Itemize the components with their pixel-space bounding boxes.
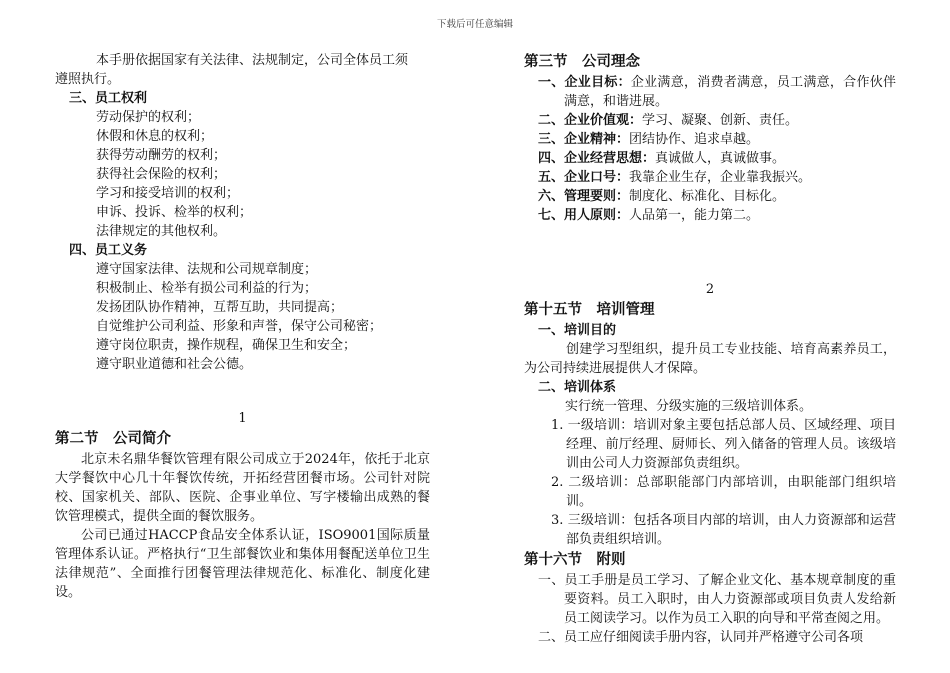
philosophy-item (524, 111, 896, 130)
philosophy-label: 六、管理要则： (538, 189, 630, 204)
training-level-number: 3. (551, 513, 564, 528)
right-column (524, 51, 896, 647)
left-column (55, 51, 430, 602)
training-goal-heading: 一、培训目的 (538, 323, 617, 338)
certification-paragraph: 公司已通过HACCP食品安全体系认证，ISO9001国际质量管理体系认证。严格执行“卫生部餐饮业和集体用餐配送单位卫生法律规范”、全面推行团餐管理法律规范化、标准化、制度化建设。 (55, 528, 430, 600)
philosophy-item (524, 73, 896, 111)
philosophy-text: 我靠企业生存，企业靠我振兴。 (629, 170, 812, 185)
appendix-item (524, 628, 896, 647)
training-level-number: 1. (551, 418, 564, 433)
section-title: 第三节 公司理念 (524, 53, 640, 70)
section-title: 第十五节 培训管理 (524, 301, 655, 318)
training-level-text: 三级培训：包括各项目内部的培训，由人力资源部和运营部负责组织培训。 (566, 513, 896, 547)
rights-heading: 三、员工权利 (69, 91, 148, 106)
rights-item: 申诉、投诉、检举的权利； (96, 205, 253, 220)
training-level-item (524, 416, 896, 473)
rights-item: 获得社会保险的权利； (96, 167, 227, 182)
duties-item: 遵守国家法律、法规和公司规章制度； (96, 262, 318, 277)
page-number: 2 (705, 282, 715, 297)
philosophy-label: 七、用人原则： (538, 208, 630, 223)
duties-item: 积极制止、检举有损公司利益的行为； (96, 281, 318, 296)
appendix-text: 员工手册是员工学习、了解企业文化、基本规章制度的重要资料。员工入职时，由人力资源部或项目负责人发给新员工阅读学习。以作为员工入职的向导和平常查阅之用。 (564, 573, 896, 626)
duties-heading: 四、员工义务 (69, 243, 148, 258)
page-number: 1 (238, 411, 247, 426)
rights-item: 法律规定的其他权利。 (96, 224, 227, 239)
training-system-heading: 二、培训体系 (538, 380, 617, 395)
philosophy-text: 企业满意，消费者满意，员工满意，合作伙伴满意，和谐进展。 (564, 75, 896, 109)
philosophy-item (524, 187, 896, 206)
intro-line-1: 本手册依据国家有关法律、法规制定，公司全体员工须 (96, 53, 409, 68)
appendix-item (524, 571, 896, 628)
philosophy-label: 三、企业精神： (538, 132, 630, 147)
philosophy-text: 人品第一，能力第二。 (629, 208, 760, 223)
training-level-number: 2. (551, 475, 564, 490)
philosophy-label: 一、企业目标： (538, 75, 631, 90)
philosophy-text: 真诚做人，真诚做事。 (655, 151, 786, 166)
philosophy-label: 二、企业价值观： (538, 113, 643, 128)
rights-item: 休假和休息的权利； (96, 129, 214, 144)
philosophy-label: 四、企业经营思想： (538, 151, 656, 166)
training-level-text: 二级培训：总部职能部门内部培训，由职能部门组织培训。 (566, 475, 896, 509)
training-system-text: 实行统一管理、分级实施的三级培训体系。 (565, 399, 813, 414)
philosophy-text: 团结协作、追求卓越。 (629, 132, 760, 147)
appendix-number: 二、 (538, 630, 565, 645)
training-goal-text: 创建学习型组织，提升员工专业技能、培育高素养员工，为公司持续进展提供人才保障。 (524, 342, 896, 376)
duties-item: 发扬团队协作精神，互帮互助，共同提高； (96, 300, 344, 315)
page-header-note: 下载后可任意编辑 (436, 19, 513, 30)
section-title: 第十六节 附则 (524, 551, 626, 568)
duties-item: 遵守岗位职责，操作规程，确保卫生和安全； (96, 338, 357, 353)
rights-item: 获得劳动酬劳的权利； (96, 148, 227, 163)
appendix-text: 员工应仔细阅读手册内容，认同并严格遵守公司各项 (564, 630, 864, 645)
company-intro-paragraph: 北京未名鼎华餐饮管理有限公司成立于2024年，依托于北京大学餐饮中心几十年餐饮传统，开拓经营团餐市场。公司针对院校、国家机关、部队、医院、企事业单位、写字楼输出成熟的餐饮管理模式，提供全面的餐饮服务。 (55, 452, 430, 524)
training-level-item (524, 511, 896, 549)
training-level-item (524, 473, 896, 511)
philosophy-text: 制度化、标准化、目标化。 (629, 189, 786, 204)
duties-item: 自觉维护公司利益、形象和声誉，保守公司秘密； (96, 319, 383, 334)
appendix-number: 一、 (538, 573, 565, 588)
section-title: 第二节 公司简介 (55, 430, 171, 447)
philosophy-label: 五、企业口号： (538, 170, 630, 185)
intro-line-2: 遵照执行。 (55, 72, 121, 87)
rights-item: 劳动保护的权利； (96, 110, 201, 125)
philosophy-item (524, 149, 896, 168)
philosophy-item (524, 206, 896, 225)
philosophy-text: 学习、凝聚、创新、责任。 (642, 113, 799, 128)
training-level-text: 一级培训：培训对象主要包括总部人员、区域经理、项目经理、前厅经理、厨师长、列入储备的管理人员。该级培训由公司人力资源部负责组织。 (566, 418, 896, 471)
philosophy-item (524, 130, 896, 149)
rights-item: 学习和接受培训的权利； (96, 186, 240, 201)
duties-item: 遵守职业道德和社会公德。 (96, 357, 253, 372)
philosophy-item (524, 168, 896, 187)
